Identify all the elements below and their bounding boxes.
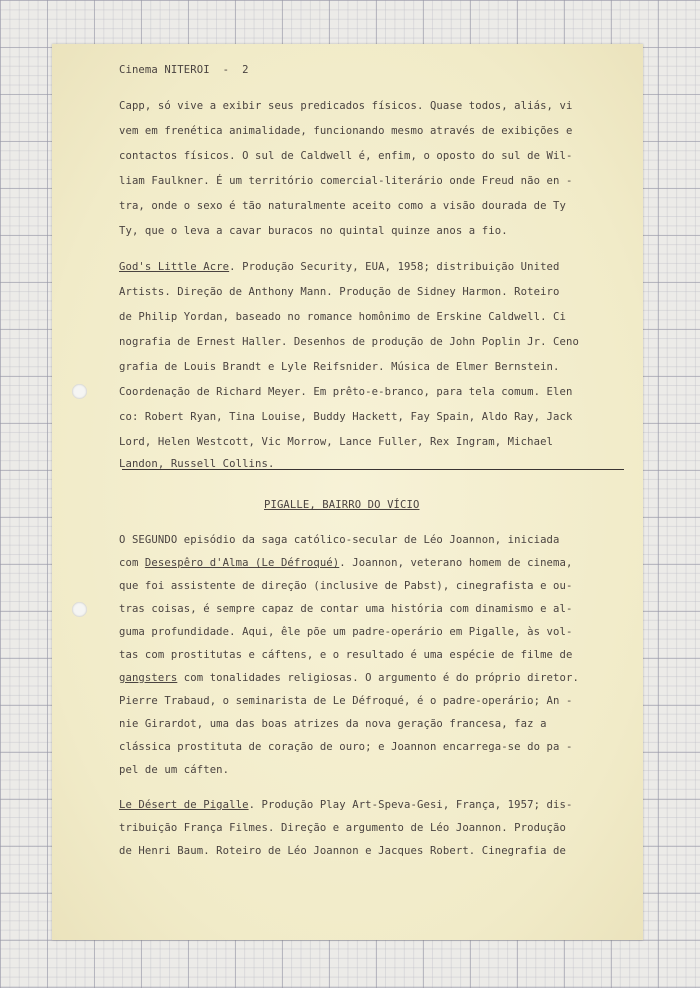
text-line: tra, onde o sexo é tão naturalmente aceito como a visão dourada de Ty [119, 200, 566, 212]
text-line: Capp, só vive a exibir seus predicados físicos. Quase todos, aliás, vi [119, 100, 573, 112]
film-title: Desespêro d'Alma (Le Défroqué) [144, 557, 340, 569]
text-line: O SEGUNDO episódio da saga católico-secular de Léo Joannon, iniciada [119, 534, 560, 546]
credits-line: Artists. Direção de Anthony Mann. Produção de Sidney Harmon. Roteiro [119, 286, 560, 298]
credits-line: grafia de Louis Brandt e Lyle Reifsnider. Música de Elmer Bernstein. [119, 361, 560, 373]
credits-line: de Henri Baum. Roteiro de Léo Joannon e Jacques Robert. Cinegrafia de [119, 845, 566, 857]
genre-word: gangsters [119, 672, 178, 684]
credits-line [119, 799, 572, 811]
text-fragment: com [119, 557, 145, 569]
credits-line: de Philip Yordan, baseado no romance homônimo de Erskine Caldwell. Ci [119, 311, 566, 323]
text-line: liam Faulkner. É um território comercial-literário onde Freud não en - [119, 175, 573, 187]
text-line: vem em frenética animalidade, funcionando mesmo através de exibições e [119, 125, 573, 137]
credits-line [119, 261, 560, 273]
text-line: guma profundidade. Aqui, êle põe um padre-operário em Pigalle, às vol- [119, 626, 573, 638]
film-title: Le Désert de Pigalle [119, 799, 249, 811]
text-line: clássica prostituta de coração de ouro; e Joannon encarrega-se do pa - [119, 741, 573, 753]
text-line: Pierre Trabaud, o seminarista de Le Défroqué, é o padre-operário; An - [119, 695, 573, 707]
credits-line: co: Robert Ryan, Tina Louise, Buddy Hackett, Fay Spain, Aldo Ray, Jack [119, 411, 573, 423]
text-line: Ty, que o leva a cavar buracos no quintal quinze anos a fio. [119, 225, 508, 237]
credits-text: . Produção Play Art-Speva-Gesi, França, 1957; dis- [248, 799, 573, 811]
credits-line: Landon, Russell Collins. [119, 458, 275, 470]
credits-line: Lord, Helen Westcott, Vic Morrow, Lance Fuller, Rex Ingram, Michael [119, 436, 554, 448]
text-line: nie Girardot, uma das boas atrizes da nova geração francesa, faz a [119, 718, 547, 730]
credits-line: Coordenação de Richard Meyer. Em prêto-e-branco, para tela comum. Elen [119, 386, 573, 398]
text-line [119, 557, 572, 569]
punch-hole [72, 602, 87, 617]
film-title: God's Little Acre [119, 261, 230, 273]
credits-line: tribuição França Filmes. Direção e argumento de Léo Joannon. Produção [119, 822, 566, 834]
typewritten-page [52, 44, 643, 940]
punch-hole [72, 384, 87, 399]
section-title: PIGALLE, BAIRRO DO VÍCIO [264, 499, 420, 511]
section-divider [122, 469, 624, 470]
text-fragment: . Joannon, veterano homem de cinema, [339, 557, 573, 569]
text-line: pel de um cáften. [119, 764, 230, 776]
text-line: tas com prostitutas e cáftens, e o resultado é uma espécie de filme de [119, 649, 573, 661]
credits-text: . Produção Security, EUA, 1958; distribuição United [229, 261, 560, 273]
text-fragment: com tonalidades religiosas. O argumento é do próprio diretor. [177, 672, 579, 684]
text-line: contactos físicos. O sul de Caldwell é, enfim, o oposto do sul de Wil- [119, 150, 573, 162]
page-header: Cinema NITEROI - 2 [119, 64, 249, 76]
credits-line: nografia de Ernest Haller. Desenhos de produção de John Poplin Jr. Ceno [119, 336, 579, 348]
text-line [119, 672, 579, 684]
text-line: tras coisas, é sempre capaz de contar uma história com dinamismo e al- [119, 603, 573, 615]
text-line: que foi assistente de direção (inclusive de Pabst), cinegrafista e ou- [119, 580, 573, 592]
